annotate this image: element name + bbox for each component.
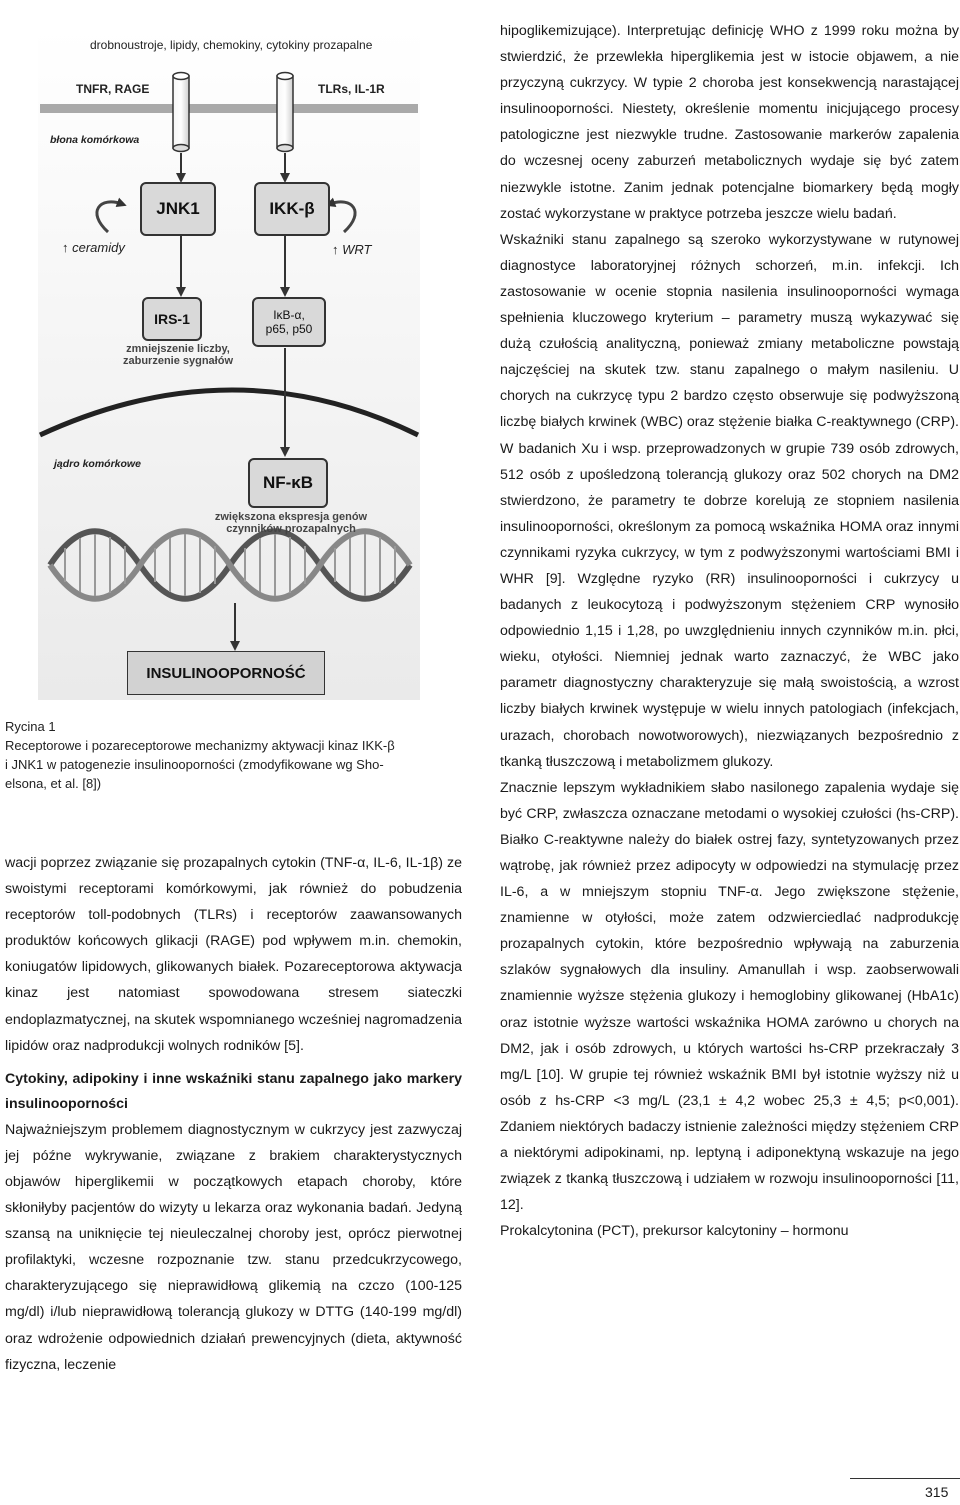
wrt-label: ↑ WRT <box>332 242 372 257</box>
insulinoopornosc-box: INSULINOOPORNOŚĆ <box>127 651 325 695</box>
irs1-box: IRS-1 <box>142 297 202 341</box>
nucleus-label: jądro komórkowe <box>54 458 141 470</box>
caption-line-1: Receptorowe i pozareceptorowe mechanizmy aktywacji kinaz IKK-β <box>5 738 395 753</box>
jnk1-box: JNK1 <box>140 182 216 236</box>
caption-title: Rycina 1 <box>5 719 56 734</box>
figure-insulin-resistance-pathway <box>0 0 470 705</box>
nfkb-note-line1: zwiększona ekspresja genów <box>214 511 368 523</box>
right-paragraph-2: Wskaźniki stanu zapalnego są szeroko wykorzystywane w rutynowej diagnostyce laboratoryjnej różnych schorzeń, m.in. infekcji. Ich zastosowanie w ocenie stopnia nasilenia insulinooporności wymaga spełnienia kluczowego kryterium – parametry muszą wykazywać się dużą czułością analityczną, ponieważ zmiany metaboliczne powstają najczęściej na skutek tzw. stanu zapalnego o małym nasileniu. U chorych na cukrzycę typu 2 bardzo często obserwuje się podwyższoną liczbę białych krwinek (WBC) oraz stężenie białka C-reaktywnego (CRP). W badanich Xu i wsp. przeprowadzonych w grupie 739 osób zdrowych, 512 osób z upośledzoną tolerancją glukozy oraz 502 chorych na DM2 stwierdzono, że parametry te dobrze korelują ze stopniem nasilenia insulinooporności, określonym za pomocą wskaźnika HOMA oraz innymi czynnikami ryzyka cukrzycy, w tym z podwyższonymi wartościami BMI i WHR [9]. Względne ryzyko (RR) insulinooporności i cukrzycy u badanych z leukocytozą i podwyższonym stężeniem CRP wynosiło odpowiednio 1,15 i 1,28, po uwzględnieniu innych czynników m.in. płci, wieku, otyłości. Niemniej jednak warto zaznaczyć, że WBC jako parametr diagnostyczny charakteryzuje się małą swoistością, a wzrost liczby białych krwinek występuje w wielu innych patologiach (infekcjach, urazach, chorobach nowotworowych), niezwiązanych bezpośrednio z tkanką tłuszczową i metabolizmem glukozy. <box>500 231 959 770</box>
membrane-label: błona komórkowa <box>50 134 140 146</box>
ikba-box <box>252 297 326 347</box>
footer-rule <box>850 1478 960 1479</box>
left-text-column <box>5 850 462 1378</box>
right-paragraph-1: hipoglikemizujące). Interpretując definicję WHO z 1999 roku można by stwierdzić, że przewlekła hiperglikemia jest w istocie objawem, a nie przyczyną cukrzycy. W typie 2 choroba jest konsekwencją narastającej insulinooporności. Niestety, określenie momentu inicjującego procesy patologiczne jest niezwykle trudne. Zastosowanie markerów zapalenia do wczesnej oceny zaburzeń metabolicznych wydaje się być zatem niezwykle istotne. Zanim jednak potencjalne biomarkery będą mogły zostać wykorzystane w praktyce potrzeba jeszcze wielu badań. <box>500 23 959 222</box>
right-paragraph-4: Prokalcytonina (PCT), prekursor kalcytoniny – hormonu <box>500 1223 849 1240</box>
receptor-left-label: TNFR, RAGE <box>76 82 150 96</box>
right-text-column <box>500 18 959 1244</box>
caption-line-3: elsona, et al. [8]) <box>5 776 102 791</box>
irs1-note <box>118 343 238 367</box>
receptor-right-label: TLRs, IL-1R <box>318 82 385 96</box>
nfkb-note-line2: czynników prozapalnych <box>226 523 356 535</box>
caption-line-2: i JNK1 w patogenezie insulinooporności (zmodyfikowane wg Sho- <box>5 757 384 772</box>
right-paragraph-3: Znacznie lepszym wykładnikiem słabo nasilonego zapalenia wydaje się być CRP, zwłaszcza oznaczane metodami o wysokiej czułości (hs-CRP). Białko C-reaktywne należy do białek ostrej fazy, syntetyzowanych przez wątrobę, jak również przez adipocyty w odpowiedzi na stymulację przez IL-6, a w mniejszym stopniu TNF-α. Jego zwiększone stężenie, znamienne w otyłości, może zatem odzwierciedlać nadprodukcję prozapalnych cytokin, które bezpośrednio wpływają na zaburzenia szlaków sygnałowych dla insuliny. Amanullah i wsp. zaobserwowali znamiennie wyższe stężenia glukozy i hemoglobiny glikowanej (HbA1c) oraz istotnie wyższe wartości wskaźnika HOMA zarówno u chorych na DM2, jak i osób zdrowych, u których wartości hs-CRP przekraczały 3 mg/L [10]. W grupie tej również wskaźnik BMI był istotnie wyższy niż u osób z hs-CRP <3 mg/L (23,1 ± 4,2 wobec 25,3 ± 4,5; p<0,001). Zdaniem niektórych badaczy istnienie zależności między stężeniem CRP a niektórymi adipokinami, np. leptyną i adiponektyną wskazuje na jego związek z tkanką tłuszczową i udziałem w rozwoju insulinooporności [11, 12]. <box>500 779 959 1214</box>
ikba-line2: p65, p50 <box>265 322 313 336</box>
section-heading: Cytokiny, adipokiny i inne wskaźniki stanu zapalnego jako markery insulinooporności <box>5 1070 462 1112</box>
irs1-note-line2: zaburzenie sygnałów <box>122 355 234 367</box>
nfkb-note <box>206 511 376 535</box>
cell-membrane <box>40 104 418 113</box>
ikkb-box: IKK-β <box>254 182 330 236</box>
irs1-note-line1: zmniejszenie liczby, <box>126 343 230 355</box>
receptor-right <box>277 73 293 152</box>
page-number: 315 <box>925 1484 949 1500</box>
left-paragraph-1: wacji poprzez związanie się prozapalnych cytokin (TNF-α, IL-6, IL-1β) ze swoistymi receptorami komórkowymi, jak również do pobudzenia receptorów toll-podobnych (TLRs) i receptorów zaawansowanych produktów końcowych glikacji (RAGE) pod wpływem m.in. chemokin, koniugatów lipidowych, glikowanych białek. Pozareceptorowa aktywacja kinaz jest natomiast spowodowana stresem siateczki endoplazmatycznej, na skutek wspomnianego wcześniej nagromadzenia lipidów oraz nadprodukcji wolnych rodników [5]. <box>5 855 462 1054</box>
receptor-left <box>173 73 189 152</box>
ceramidy-label: ↑ ceramidy <box>62 240 125 255</box>
figure-caption <box>5 717 463 793</box>
nfkb-box: NF-κB <box>248 458 328 508</box>
figure-top-label: drobnoustroje, lipidy, chemokiny, cytokiny prozapalne <box>90 38 373 52</box>
ikba-line1: IκB-α, <box>273 307 305 322</box>
left-paragraph-2: Najważniejszym problemem diagnostycznym w cukrzycy jest zazwyczaj jej późne wykrywanie, związane z brakiem charakterystycznych objawów hiperglikemii w początkowych etapach choroby, które skłoniłyby pacjentów do wizyty u lekarza oraz wykonania badań. Jedyną szansą na uniknięcie tej nieuleczalnej choroby jest, oprócz pierwotnej profilaktyki, wczesne rozpoznanie tzw. stanu przedcukrzycowego, charakteryzującego się nieprawidłową glikemią na czczo (100-125 mg/dl) i/lub nieprawidłową tolerancją glukozy w DTTG (140-199 mg/dl) oraz wdrożenie odpowiednich działań prewencyjnych (dieta, aktywność fizyczna, leczenie <box>5 1121 462 1373</box>
